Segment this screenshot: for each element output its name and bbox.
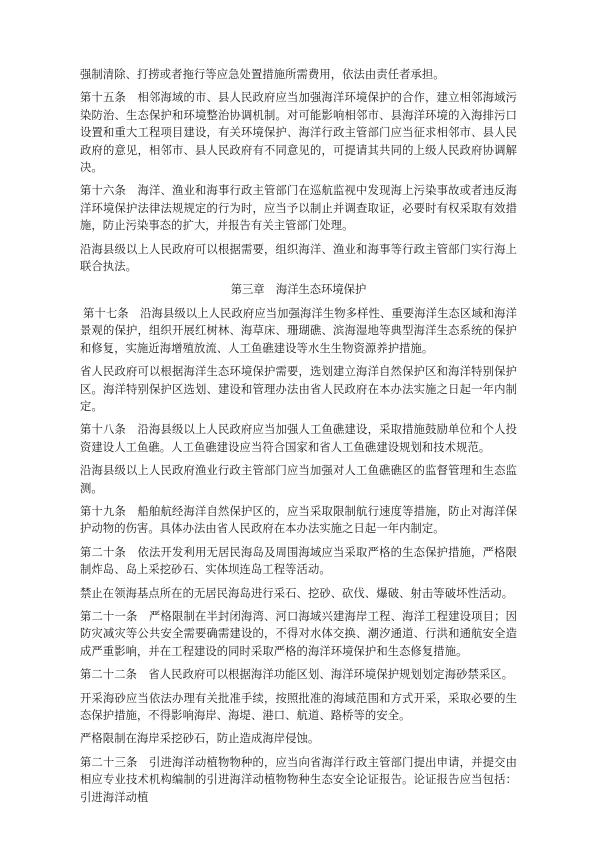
joint-enforcement-paragraph: 沿海县级以上人民政府可以根据需要，组织海洋、渔业和海事等行政主管部门实行海上联合执法。	[80, 242, 517, 274]
article-16-paragraph: 第十六条 海洋、渔业和海事行政主管部门在巡航监视中发现海上污染事故或者违反海洋环境保护法律法规规定的行为时，应当予以制止并调查取证，必要时有权采取有效措施，防止污染事态的扩大，并报告有关主管部门处理。	[80, 184, 517, 233]
artificial-reef-supervision-paragraph: 沿海县级以上人民政府渔业行政主管部门应当加强对人工鱼礁礁区的监督管理和生态监测。	[80, 464, 517, 495]
coastal-sand-restriction-paragraph: 严格限制在海岸采挖砂石，防止造成海岸侵蚀。	[80, 732, 320, 746]
article-19-paragraph: 第十九条 船舶航经海洋自然保护区的，应当采取限制航行速度等措施，防止对海洋保护动物的伤害。具体办法由省人民政府在本办法实施之日起一年内制定。	[80, 504, 517, 536]
chapter-3-title: 第三章 海洋生态环境保护	[230, 283, 367, 297]
document-body	[80, 66, 517, 812]
article-21-paragraph: 第二十一条 严格限制在半封闭海湾、河口海域兴建海岸工程、海洋工程建设项目；因防灾减灾等公共安全需要确需建设的，不得对水体交换、潮汐通道、行洪和通航安全造成严重影响，并在工程建设的同时采取严格的海洋环境保护和生态修复措施。	[80, 609, 517, 658]
article-18-paragraph: 第十八条 沿海县级以上人民政府应当加强人工鱼礁建设，采取措施鼓励单位和个人投资建设人工鱼礁。人工鱼礁建设应当符合国家和省人工鱼礁建设规划和技术规范。	[80, 423, 517, 454]
marine-reserve-paragraph: 省人民政府可以根据海洋生态环境保护需要，选划建立海洋自然保护区和海洋特别保护区。海洋特别保护区选划、建设和管理办法由省人民政府在本办法实施之日起一年内制定。	[80, 365, 517, 413]
article-20-paragraph: 第二十条 依法开发利用无居民海岛及周围海域应当采取严格的生态保护措施，严格限制炸岛、岛上采挖砂石、实体坝连岛工程等活动。	[80, 545, 517, 577]
sea-sand-mining-paragraph: 开采海砂应当依法办理有关批准手续，按照批准的海域范围和方式开采，采取必要的生态保护措施，不得影响海岸、海堤、港口、航道、路桥等的安全。	[80, 691, 517, 722]
article-23-paragraph: 第二十三条 引进海洋动植物物种的，应当向省海洋行政主管部门提出申请，并提交由相应专业技术机构编制的引进海洋动植物物种生态安全论证报告。论证报告应当包括：引进海洋动植	[80, 755, 517, 804]
article-15-paragraph: 第十五条 相邻海域的市、县人民政府应当加强海洋环境保护的合作，建立相邻海域污染防治、生态保护和环境整治协调机制。对可能影响相邻市、县海洋环境的入海排污口设置和重大工程项目建设，有关环境保护、海洋行政主管部门应当征求相邻市、县人民政府的意见，相邻市、县人民政府有不同意见的，可提请其共同的上级人民政府协调解决。	[80, 91, 517, 175]
article-22-paragraph: 第二十二条 省人民政府可以根据海洋功能区划、海洋环境保护规划划定海砂禁采区。	[80, 668, 514, 682]
paragraph-fee-liability: 强制清除、打捞或者拖行等应急处置措施所需费用，依法由责任者承担。	[80, 68, 445, 81]
article-17-paragraph: 第十七条 沿海县级以上人民政府应当加强海洋生物多样性、重要海洋生态区域和海洋景观的保护，组织开展红树林、海草床、珊瑚礁、滨海湿地等典型海洋生态系统的保护和修复，实施近海增殖放流、人工鱼礁建设等水生生物资源养护措施。	[80, 306, 517, 355]
baseline-island-prohibition-paragraph: 禁止在领海基点所在的无居民海岛进行采石、挖砂、砍伐、爆破、射击等破坏性活动。	[80, 586, 514, 600]
